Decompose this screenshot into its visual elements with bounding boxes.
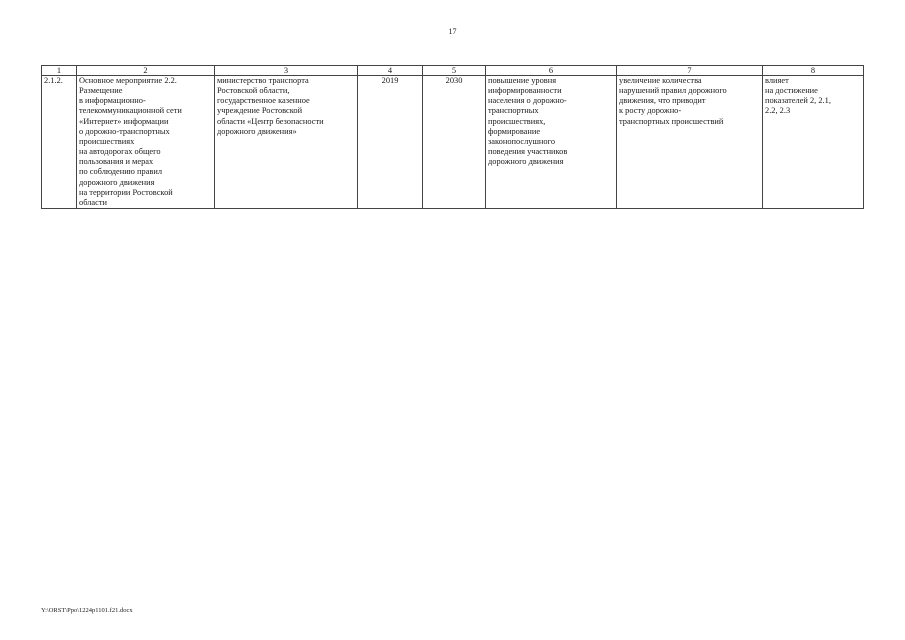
- text-line: на достижение: [765, 86, 818, 96]
- text-line: к росту дорожно-: [619, 106, 682, 116]
- consequence-cell: [617, 76, 763, 209]
- page-number: 17: [448, 27, 457, 36]
- text-line: учреждение Ростовской: [217, 106, 303, 116]
- column-header: 7: [617, 66, 763, 76]
- column-header: 8: [763, 66, 864, 76]
- text-line: дорожного движения: [79, 177, 155, 187]
- text-line: нарушений правил дорожного: [619, 86, 727, 96]
- text-line: увеличение количества: [619, 76, 702, 85]
- text-line: по соблюдению правил: [79, 167, 163, 177]
- text-line: информированности: [488, 86, 562, 96]
- text-line: области: [79, 197, 107, 207]
- text-line: показателей 2, 2.1,: [765, 96, 831, 106]
- text-line: Ростовской области,: [217, 86, 290, 96]
- column-header: 5: [423, 66, 486, 76]
- text-line: влияет: [765, 76, 789, 85]
- end-year-cell: 2030: [423, 76, 486, 209]
- text-line: «Интернет» информации: [79, 116, 169, 126]
- text-line: на автодорогах общего: [79, 147, 161, 157]
- column-number-row: [42, 66, 864, 76]
- text-line: 2.2, 2.3: [765, 106, 791, 116]
- indicator-cell: [763, 76, 864, 209]
- text-line: пользования и мерах: [79, 157, 154, 167]
- column-header: 1: [42, 66, 77, 76]
- column-header: 6: [486, 66, 617, 76]
- column-header: 2: [77, 66, 215, 76]
- column-header: 4: [358, 66, 423, 76]
- file-path-footer: Y:\ORST\Ppo\1224p1101.f21.docx: [41, 607, 133, 614]
- result-cell: [486, 76, 617, 209]
- text-line: дорожного движения: [488, 157, 564, 167]
- text-line: государственное казенное: [217, 96, 310, 106]
- text-line: поведения участников: [488, 147, 568, 157]
- text-line: в информационно-: [79, 96, 146, 106]
- text-line: происшествиях,: [488, 116, 546, 126]
- column-header: 3: [215, 66, 358, 76]
- table-row: [42, 76, 864, 209]
- start-year-cell: 2019: [358, 76, 423, 209]
- text-line: дорожного движения»: [217, 126, 297, 136]
- activity-table: [41, 65, 864, 209]
- text-line: формирование: [488, 126, 541, 136]
- text-line: Основное мероприятие 2.2.: [79, 76, 177, 85]
- text-line: транспортных происшествий: [619, 116, 724, 126]
- text-line: населения о дорожно-: [488, 96, 567, 106]
- text-line: о дорожно-транспортных: [79, 126, 170, 136]
- row-number-cell: 2.1.2.: [42, 76, 77, 209]
- description-cell: [77, 76, 215, 209]
- text-line: министерство транспорта: [217, 76, 309, 85]
- text-line: транспортных: [488, 106, 539, 116]
- text-line: области «Центр безопасности: [217, 116, 324, 126]
- text-line: происшествиях: [79, 136, 135, 146]
- executor-cell: [215, 76, 358, 209]
- text-line: законопослушного: [488, 136, 556, 146]
- text-line: повышение уровня: [488, 76, 557, 85]
- text-line: движения, что приводит: [619, 96, 706, 106]
- text-line: телекоммуникационной сети: [79, 106, 182, 116]
- text-line: Размещение: [79, 86, 123, 96]
- text-line: на территории Ростовской: [79, 187, 173, 197]
